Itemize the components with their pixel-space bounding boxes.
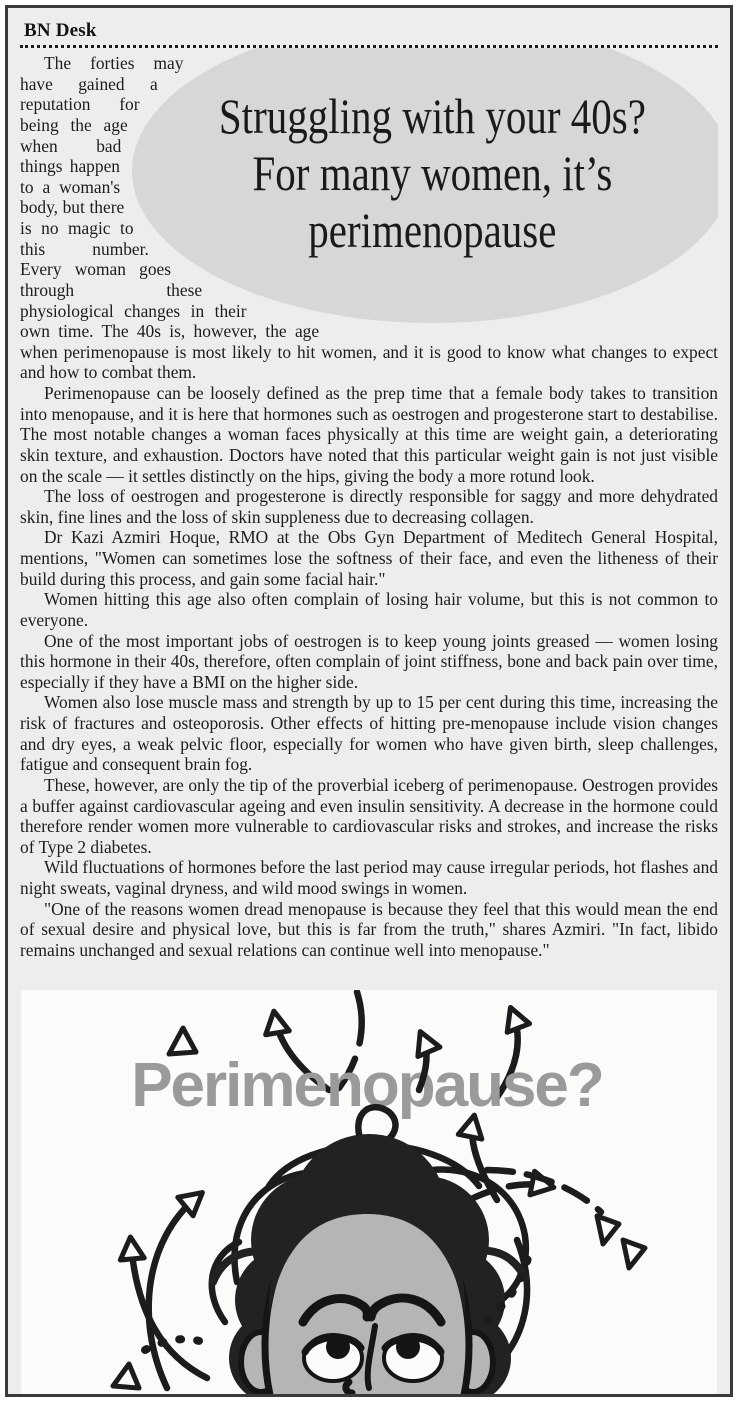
illustration-canvas: [21, 990, 717, 1394]
article-paragraph: Perimenopause can be loosely defined as the prep time that a female body takes to transition into menopause, and it is here that hormones such as oestrogen and progesterone start to destabilise. The most notable changes a woman faces physically at this time are weight gain, a deteriorating skin texture, and exhaustion. Doctors have noted that this particular weight gain is not just visible on the scale — it settles distinctly on the hips, giving the body a more rotund look.: [20, 383, 718, 486]
headline-line-2: For many women, it’s: [252, 144, 612, 201]
article-paragraph: Dr Kazi Azmiri Hoque, RMO at the Obs Gyn Department of Meditech General Hospital, mentions, "Women can sometimes lose the softness of their face, and even the litheness of their build during this process, and gain some facial hair.": [20, 527, 718, 589]
headline-ellipse: [132, 48, 718, 323]
article-paragraph: One of the most important jobs of oestrogen is to keep young joints greased — women losing this hormone in their 40s, therefore, often complain of joint stiffness, bone and back pain over time, especially if they have a BMI on the higher side.: [20, 630, 718, 692]
article-paragraph: The loss of oestrogen and progesterone is directly responsible for saggy and more dehydrated skin, fine lines and the loss of skin suppleness due to decreasing collagen.: [20, 486, 718, 527]
perimenopause-illustration: [21, 990, 717, 1394]
article-paragraph: The forties may have gained a reputation for being the age when bad things happen to a woman's body, but there is no magic to this number. Every woman goes through these physiological changes in their own time. The 40s is, however, the age when perimenopause is most likely to hit women, and it is good to know what changes to expect and how to combat them.: [20, 53, 718, 383]
article-body: [20, 48, 718, 990]
article-paragraph: These, however, are only the tip of the proverbial iceberg of perimenopause. Oestrogen provides a buffer against cardiovascular ageing and even insulin sensitivity. A decrease in the hormone could therefore render women more vulnerable to cardiovascular risks and strokes, and increase the risks of Type 2 diabetes.: [20, 774, 718, 857]
illustration-caption: Perimenopause?: [131, 1051, 603, 1120]
headline-ellipse-background: [132, 48, 718, 323]
article-paragraph: Women also lose muscle mass and strength by up to 15 per cent during this time, increasing the risk of fractures and osteoporosis. Other effects of hitting pre-menopause include vision changes and dry eyes, a weak pelvic floor, especially for women who have given birth, sleep challenges, fatigue and consequent brain fog.: [20, 692, 718, 775]
article-paragraph: Women hitting this age also often complain of losing hair volume, but this is not common to everyone.: [20, 589, 718, 630]
newspaper-page: [5, 5, 733, 1397]
headline-line-3: perimenopause: [307, 201, 557, 258]
headline-line-1: Struggling with your 40s?: [218, 87, 646, 144]
desk-header: [20, 14, 718, 48]
article-paragraph: "One of the reasons women dread menopause is because they feel that this would mean the end of sexual desire and physical love, but this is far from the truth," shares Azmiri. "In fact, libido remains unchanged and sexual relations can continue well into menopause.": [20, 898, 718, 960]
article-paragraph: Wild fluctuations of hormones before the last period may cause irregular periods, hot flashes and night sweats, vaginal dryness, and wild mood swings in women.: [20, 857, 718, 898]
desk-label: BN Desk: [24, 20, 97, 41]
